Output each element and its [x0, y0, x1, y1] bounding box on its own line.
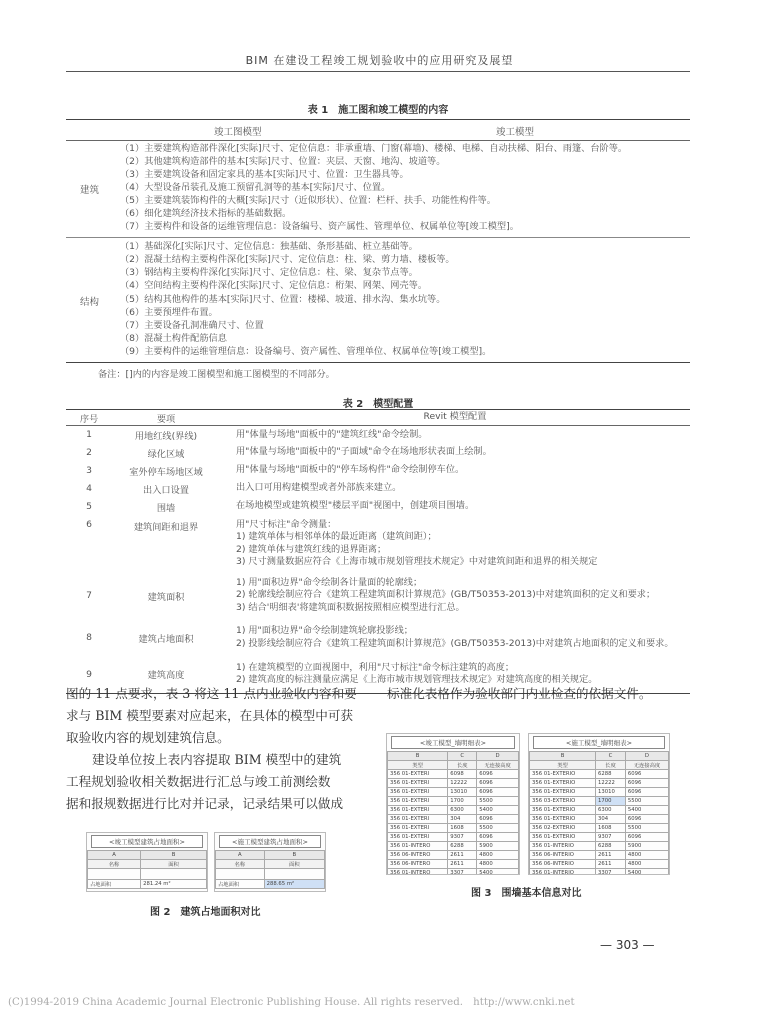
schedule-cell: 5400: [625, 806, 668, 815]
table1-category-structure: 结构: [80, 297, 100, 308]
blank-cell: [216, 869, 265, 880]
blank-cell: [88, 869, 141, 880]
schedule-title: <施工模型建筑占地面积>: [219, 835, 321, 848]
schedule-cell: 356 06-INTERIO: [530, 851, 596, 860]
row-config: [220, 426, 690, 444]
row-config: [220, 572, 690, 620]
schedule-grid: [215, 850, 325, 889]
schedule-cell: 6300: [596, 806, 626, 815]
col-name: 名称: [88, 860, 141, 869]
config-line: 1) 用"面积边界"命令绘制建筑轮廓投影线；: [236, 625, 413, 636]
schedule-row: [388, 860, 519, 869]
schedule-row: [388, 797, 519, 806]
schedule-cell: 356 01-EXTERI: [388, 833, 448, 842]
row-config: [220, 620, 690, 656]
paragraph-line: 据和报规数据进行比对并记录，记录结果可以做成: [66, 796, 344, 811]
schedule-cell: 356 06-INTERO: [388, 851, 448, 860]
table1-row: （9）主要构件的运维管理信息：设备编号、资产属性、管理单位、权属单位等[竣工模型]。: [120, 346, 492, 357]
col-letter: A: [88, 851, 141, 860]
schedule-row: [388, 806, 519, 815]
table1-row: （6）主要预埋件布置。: [120, 307, 218, 318]
table1-section-rule: [66, 237, 690, 238]
col-name: 名称: [216, 860, 265, 869]
row-number: 4: [86, 483, 92, 494]
schedule-row: [530, 824, 669, 833]
schedule-cell: 6096: [477, 815, 519, 824]
schedule-row: [530, 860, 669, 869]
row-number: 8: [86, 632, 92, 643]
col-letter: B: [530, 752, 596, 761]
col-name: 面积: [141, 860, 207, 869]
schedule-cell: 356 01-INTERIO: [530, 842, 596, 851]
schedule-row: [530, 815, 669, 824]
copyright-footer: (C)1994-2019 China Academic Journal Electronic Publishing House. All rights reserved. http://www.cnki.net: [8, 997, 575, 1008]
table2: [66, 409, 690, 694]
col-name: 无连接高度: [625, 761, 668, 770]
row-item: 建筑间距和退界: [133, 521, 199, 533]
schedule-cell: 4800: [625, 851, 668, 860]
running-head: BIM 在建设工程竣工规划验收中的应用研究及展望: [245, 54, 514, 67]
config-line: 用"尺寸标注"命令测量：: [236, 518, 337, 530]
config-line: 用"体量与场地"面板中的"停车场构件"命令绘制停车位。: [236, 464, 465, 476]
schedule-cell: 9307: [448, 833, 477, 842]
schedule-cell: 5500: [625, 797, 668, 806]
schedule-row: [388, 815, 519, 824]
table1-row: （4）空间结构主要构件深化[实际]尺寸、定位信息：桁架、网架、网壳等。: [120, 280, 428, 291]
table1-row: （5）主要建筑装饰构件的大概[实际]尺寸（近似形状）、位置：栏杆、扶手、功能性构件等。: [120, 195, 496, 206]
table1-caption: 表 1 施工图和竣工模型的内容: [307, 105, 449, 116]
col-letter: D: [477, 752, 519, 761]
schedule-title: <施工模型_墙明细表>: [533, 736, 665, 749]
table1-note: 备注：[]内的内容是竣工图模型和施工图模型的不同部分。: [98, 369, 335, 380]
schedule-cell: 356 02-EXTERIO: [530, 824, 596, 833]
schedule-cell: 6096: [477, 779, 519, 788]
schedule-cell: 5400: [477, 869, 519, 876]
col-name: 长度: [596, 761, 626, 770]
table2-header-no: 序号: [66, 410, 112, 426]
table-row: [66, 516, 690, 572]
schedule-grid: [387, 751, 519, 875]
figure3-left-panel: [386, 733, 520, 875]
config-line: 1) 用"面积边界"命令绘制各计量面的轮廓线；: [236, 576, 423, 588]
config-line: 2) 建筑单体与建筑红线的退界距离；: [236, 543, 387, 555]
config-line: 2) 轮廓线绘制应符合《建筑工程建筑面积计算规范》(GB/T50353-2013)中对建筑面积的定义和要求；: [236, 589, 656, 601]
schedule-cell: 6288: [448, 842, 477, 851]
schedule-cell: 6096: [625, 833, 668, 842]
schedule-cell: 13010: [448, 788, 477, 797]
page-number: — 303 —: [600, 938, 655, 952]
schedule-row: [530, 851, 669, 860]
schedule-cell: 6096: [477, 788, 519, 797]
schedule-row: [388, 869, 519, 876]
row-number: 7: [86, 590, 92, 601]
table1-header-rule: [66, 140, 690, 141]
config-line: 用"体量与场地"面板中的"子面域"命令在场地形状表面上绘制。: [236, 446, 492, 458]
row-item: 室外停车场地区域: [129, 466, 203, 478]
schedule-cell: 1700: [596, 797, 626, 806]
table1-row: （6）细化建筑经济技术指标的基础数据。: [120, 208, 292, 219]
row-config: [220, 498, 690, 516]
schedule-cell: 3307: [448, 869, 477, 876]
row-item: 围墙: [156, 502, 176, 514]
schedule-cell: 356 01-EXTERIO: [530, 770, 596, 779]
schedule-row: [530, 833, 669, 842]
table-row: [66, 426, 690, 444]
figure2-caption: 图 2 建筑占地面积对比: [150, 907, 261, 918]
body-left-column: [66, 683, 366, 815]
header-rule: [66, 71, 690, 72]
schedule-cell: 5500: [477, 824, 519, 833]
schedule-row: [388, 779, 519, 788]
col-letter: B: [388, 752, 448, 761]
schedule-grid: [529, 751, 669, 875]
table1-row: （7）主要构件和设备的运维管理信息：设备编号、资产属性、管理单位、权属单位等[竣工模型]。: [120, 221, 519, 232]
schedule-cell: 5500: [477, 797, 519, 806]
schedule-cell: 356 01-EXTERI: [388, 770, 448, 779]
table1-row: （8）混凝土构件配筋信息: [120, 333, 227, 344]
row-item: 用地红线(界线): [134, 430, 198, 442]
row-config: [220, 462, 690, 480]
cell-label: 占地面积: [216, 880, 265, 889]
config-line: 出入口可用构建模型或者外部族来建立。: [236, 482, 402, 494]
schedule-row: [530, 788, 669, 797]
schedule-cell: 6096: [625, 779, 668, 788]
table-row: [66, 444, 690, 462]
row-config: [220, 480, 690, 498]
row-number: 2: [86, 447, 92, 458]
table1-col-header-1: 竣工图模型: [214, 127, 262, 138]
schedule-cell: 6288: [596, 842, 626, 851]
table-row: [66, 620, 690, 656]
table1-row: （3）主要建筑设备和固定家具的基本[实际]尺寸、位置：卫生器具等。: [120, 169, 409, 180]
row-number: 1: [86, 429, 92, 441]
figure3-caption: 图 3 围墙基本信息对比: [471, 888, 582, 899]
schedule-row: [530, 797, 669, 806]
config-line: 1) 在建筑模型的立面视图中，利用"尺寸标注"命令标注建筑的高度；: [236, 661, 515, 673]
schedule-cell: 6288: [596, 770, 626, 779]
schedule-cell: 356 01-EXTERI: [388, 788, 448, 797]
schedule-cell: 4800: [625, 860, 668, 869]
table2-header-item: 要项: [112, 410, 220, 426]
schedule-row: [530, 806, 669, 815]
schedule-cell: 2611: [448, 860, 477, 869]
table1-row: （4）大型设备吊装孔及施工预留孔洞等的基本[实际]尺寸、位置。: [120, 182, 391, 193]
schedule-cell: 13010: [596, 788, 626, 797]
blank-cell: [141, 869, 207, 880]
schedule-cell: 5500: [625, 824, 668, 833]
schedule-cell: 5900: [625, 842, 668, 851]
row-item: 建筑面积: [147, 591, 185, 603]
schedule-cell: 356 01-EXTERIO: [530, 815, 596, 824]
row-config: [220, 444, 690, 462]
table1-row: （7）主要设备孔洞准确尺寸、位置: [120, 320, 264, 331]
schedule-cell: 5900: [477, 842, 519, 851]
paragraph-line: 取验收内容的规划建筑信息。: [66, 730, 230, 745]
schedule-cell: 1608: [596, 824, 626, 833]
schedule-cell: 6096: [625, 788, 668, 797]
schedule-cell: 356 01-EXTERI: [388, 815, 448, 824]
schedule-row: [530, 842, 669, 851]
col-letter: C: [596, 752, 626, 761]
figure2-right-panel: [214, 832, 326, 892]
schedule-cell: 12222: [448, 779, 477, 788]
schedule-cell: 6096: [477, 770, 519, 779]
table-row: [66, 462, 690, 480]
blank-cell: [264, 869, 324, 880]
schedule-cell: 356 03-EXTERIO: [530, 797, 596, 806]
schedule-row: [388, 770, 519, 779]
schedule-cell: 304: [448, 815, 477, 824]
row-number: 9: [66, 656, 112, 694]
row-number: 6: [86, 518, 92, 530]
row-item: 出入口设置: [143, 484, 189, 496]
col-letter: C: [448, 752, 477, 761]
schedule-cell: 356 06-INTERIO: [530, 860, 596, 869]
table1-row: （5）结构其他构件的基本[实际]尺寸、位置：楼梯、坡道、排水沟、集水坑等。: [120, 294, 446, 305]
schedule-row: [388, 788, 519, 797]
table1-row: （1）基础深化[实际]尺寸、定位信息：独基础、条形基础、桩立基础等。: [120, 241, 418, 252]
schedule-row: [388, 824, 519, 833]
table-row: [66, 498, 690, 516]
schedule-cell: 2611: [596, 851, 626, 860]
schedule-row: [530, 779, 669, 788]
schedule-cell: 2611: [596, 860, 626, 869]
schedule-row: [530, 869, 669, 876]
figure2-left-panel: [86, 832, 208, 892]
col-name: 类型: [388, 761, 448, 770]
cell-value: 281.24 m²: [141, 880, 207, 889]
schedule-cell: 356 01-EXTERI: [388, 797, 448, 806]
table1-row: （1）主要建筑构造部件深化[实际]尺寸、定位信息：非承重墙、门窗(幕墙)、楼梯、电梯、自动扶梯、阳台、雨篷、台阶等。: [120, 143, 628, 154]
schedule-cell: 6096: [477, 833, 519, 842]
schedule-cell: 4800: [477, 851, 519, 860]
schedule-cell: 2611: [448, 851, 477, 860]
config-line: 3) 结合'明细表'将建筑面积数据按照相应模型进行汇总。: [236, 601, 465, 613]
cell-value: 288.65 m²: [264, 880, 324, 889]
figure3-right-panel: [528, 733, 670, 875]
row-number: 5: [86, 501, 92, 512]
schedule-cell: 356 01-INTERO: [388, 842, 448, 851]
table1-bottom-rule: [66, 362, 690, 363]
schedule-cell: 6098: [448, 770, 477, 779]
config-line: 1) 建筑单体与相邻单体的最近距离（建筑间距）；: [236, 531, 437, 542]
schedule-grid: [87, 850, 207, 889]
col-letter: D: [625, 752, 668, 761]
schedule-cell: 356 01-EXTERI: [388, 779, 448, 788]
paragraph-line: 求与 BIM 模型要素对应起来，在具体的模型中可获: [66, 708, 354, 723]
config-line: 2) 投影线绘制应符合《建筑工程建筑面积计算规范》(GB/T50353-2013)中对建筑占地面积的定义和要求。: [236, 637, 674, 649]
table1-category-architecture: 建筑: [80, 185, 100, 196]
table1-row: （3）钢结构主要构件深化[实际]尺寸、定位信息：柱、梁、复杂节点等。: [120, 267, 418, 278]
row-number: 3: [86, 465, 92, 476]
schedule-cell: 9307: [596, 833, 626, 842]
col-letter: B: [264, 851, 324, 860]
schedule-cell: 5400: [625, 869, 668, 876]
row-item: 建筑占地面积: [138, 633, 194, 645]
schedule-row: [388, 833, 519, 842]
schedule-cell: 12222: [596, 779, 626, 788]
schedule-cell: 5400: [477, 806, 519, 815]
table1-col-header-2: 竣工模型: [496, 127, 535, 138]
table1-top-rule: [66, 119, 690, 120]
schedule-cell: 6096: [625, 815, 668, 824]
config-line: 在场地模型或建筑模型"楼层平面"视图中，创建项目围墙。: [236, 500, 475, 512]
col-name: 类型: [530, 761, 596, 770]
schedule-cell: 356 01-EXTERIO: [530, 779, 596, 788]
row-item: 建筑高度: [112, 656, 220, 694]
config-line: 3) 尺寸测量数据应符合《上海市城市规划管理技术规定》中对建筑间距和退界的相关规定: [236, 556, 598, 567]
body-right-column: [387, 683, 687, 705]
cell-label: 占地面积: [88, 880, 141, 889]
schedule-cell: 356 01-EXTERIO: [530, 788, 596, 797]
table2-header-config: Revit 模型配置: [220, 410, 690, 426]
table2-caption: 表 2 模型配置: [342, 399, 414, 410]
schedule-cell: 356 01-EXTERI: [388, 824, 448, 833]
schedule-cell: 1608: [448, 824, 477, 833]
row-item: 绿化区域: [147, 448, 185, 460]
table-row: [66, 572, 690, 620]
schedule-cell: 3307: [596, 869, 626, 876]
schedule-cell: 356 06-INTERO: [388, 860, 448, 869]
schedule-cell: 356 01-INTERO: [388, 869, 448, 876]
schedule-row: [388, 851, 519, 860]
schedule-row: [388, 842, 519, 851]
schedule-cell: 6300: [448, 806, 477, 815]
schedule-row: [530, 770, 669, 779]
paragraph-line: 建设单位按上表内容提取 BIM 模型中的建筑: [92, 752, 342, 767]
paragraph-line: 工程规划验收相关数据进行汇总与竣工前测绘数: [66, 774, 331, 789]
paragraph-line: 图的 11 点要求，表 3 将这 11 点内业验收内容和要: [66, 686, 357, 701]
col-name: 面积: [264, 860, 324, 869]
col-letter: B: [141, 851, 207, 860]
paragraph-line: 标准化表格作为验收部门内业检查的依据文件。: [387, 686, 652, 701]
config-line: 用"体量与场地"面板中的"建筑红线"命令绘制。: [236, 428, 428, 440]
schedule-cell: 356 01-EXTERIO: [530, 806, 596, 815]
col-name: 无连接高度: [477, 761, 519, 770]
schedule-title: <竣工模型_墙明细表>: [391, 736, 515, 749]
config-line: 2) 建筑高度的标注测量应满足《上海市城市规划管理技术规定》对建筑高度的相关规定。: [236, 674, 598, 686]
table1-row: （2）混凝土结构主要构件深化[实际]尺寸、定位信息：柱、梁、剪力墙、楼板等。: [120, 254, 455, 265]
schedule-cell: 4800: [477, 860, 519, 869]
col-name: 长度: [448, 761, 477, 770]
schedule-title: <竣工模型建筑占地面积>: [91, 835, 203, 848]
row-config: [220, 516, 690, 572]
schedule-cell: 6096: [625, 770, 668, 779]
table1-row: （2）其他建筑构造部件的基本[实际]尺寸、位置：夹层、天窗、地沟、坡道等。: [120, 156, 446, 167]
col-letter: A: [216, 851, 265, 860]
schedule-cell: 1700: [448, 797, 477, 806]
table-row: [66, 480, 690, 498]
schedule-cell: 356 01-EXTERIO: [530, 833, 596, 842]
schedule-cell: 356 01-INTERIO: [530, 869, 596, 876]
schedule-cell: 304: [596, 815, 626, 824]
schedule-cell: 356 01-EXTERI: [388, 806, 448, 815]
